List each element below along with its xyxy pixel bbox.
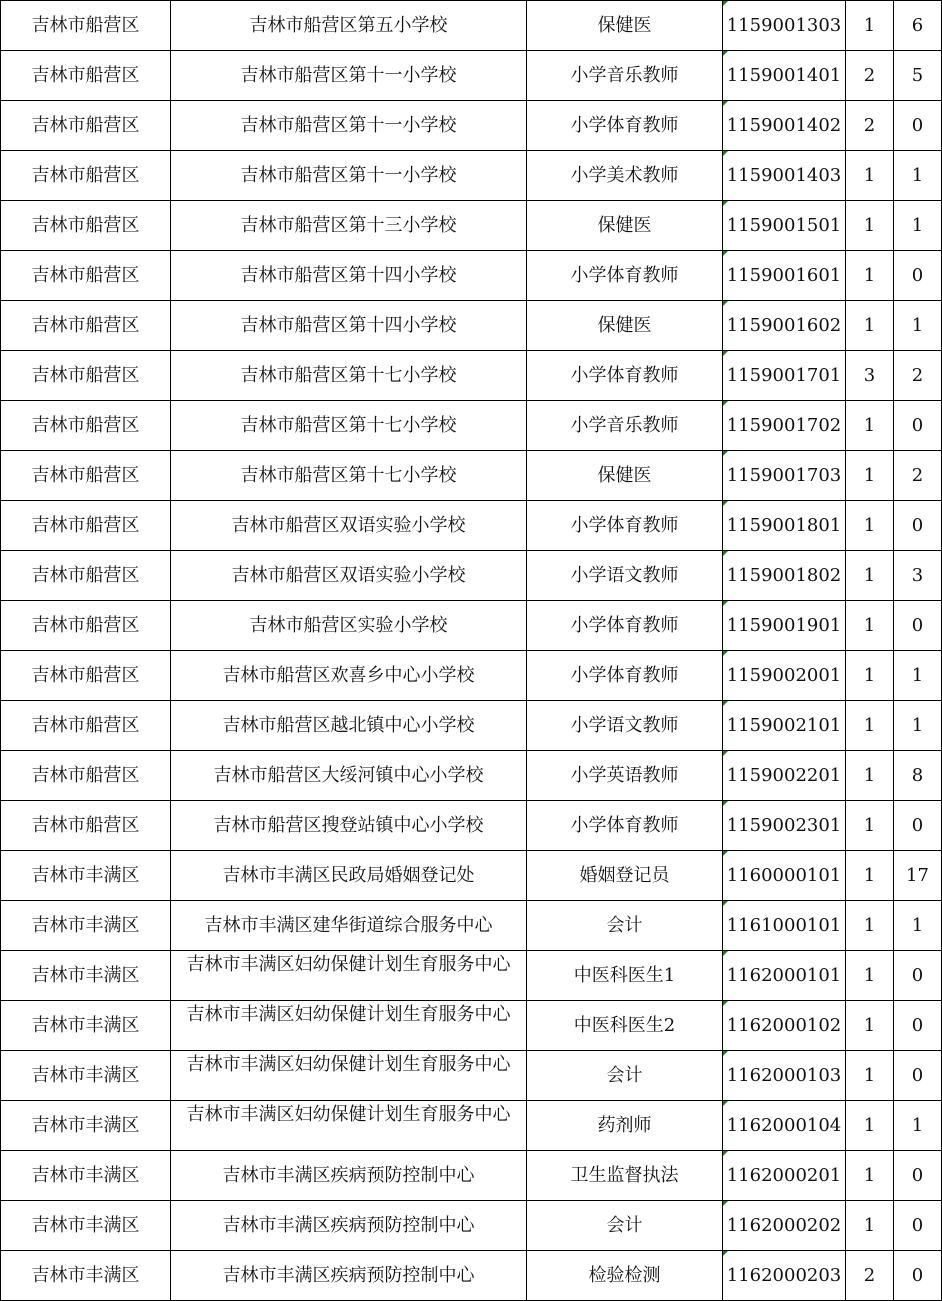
region-cell: 吉林市丰满区 bbox=[1, 1201, 171, 1251]
region-cell: 吉林市丰满区 bbox=[1, 1051, 171, 1101]
hiring-count-cell: 1 bbox=[846, 1051, 894, 1101]
applicant-count-cell: 0 bbox=[894, 501, 942, 551]
table-row bbox=[1, 901, 942, 951]
post-name-cell: 小学体育教师 bbox=[527, 801, 723, 851]
hiring-count-cell: 1 bbox=[846, 1151, 894, 1201]
post-code-cell: 1162000203 bbox=[723, 1251, 846, 1301]
unit-name-cell: 吉林市船营区第十四小学校 bbox=[171, 301, 527, 351]
post-code-cell: 1162000104 bbox=[723, 1101, 846, 1151]
hiring-count-cell: 1 bbox=[846, 251, 894, 301]
region-cell: 吉林市船营区 bbox=[1, 101, 171, 151]
unit-name-cell: 吉林市船营区双语实验小学校 bbox=[171, 551, 527, 601]
applicant-count-cell: 0 bbox=[894, 1151, 942, 1201]
applicant-count-cell: 1 bbox=[894, 301, 942, 351]
table-body bbox=[1, 1, 942, 1301]
post-name-cell: 会计 bbox=[527, 1201, 723, 1251]
table-row bbox=[1, 1, 942, 51]
applicant-count-cell: 3 bbox=[894, 551, 942, 601]
applicant-count-cell: 8 bbox=[894, 751, 942, 801]
post-name-cell: 中医科医生2 bbox=[527, 1001, 723, 1051]
table-row bbox=[1, 201, 942, 251]
post-code-cell: 1159002101 bbox=[723, 701, 846, 751]
applicant-count-cell: 1 bbox=[894, 151, 942, 201]
post-code-cell: 1159001802 bbox=[723, 551, 846, 601]
unit-name-cell: 吉林市船营区第十一小学校 bbox=[171, 151, 527, 201]
applicant-count-cell: 0 bbox=[894, 1001, 942, 1051]
post-name-cell: 小学美术教师 bbox=[527, 151, 723, 201]
post-code-cell: 1159001303 bbox=[723, 1, 846, 51]
table-row bbox=[1, 601, 942, 651]
table-row bbox=[1, 1201, 942, 1251]
hiring-count-cell: 1 bbox=[846, 801, 894, 851]
region-cell: 吉林市船营区 bbox=[1, 601, 171, 651]
unit-name-cell: 吉林市船营区第五小学校 bbox=[171, 1, 527, 51]
unit-name-cell: 吉林市丰满区疾病预防控制中心 bbox=[171, 1201, 527, 1251]
region-cell: 吉林市丰满区 bbox=[1, 1151, 171, 1201]
applicant-count-cell: 0 bbox=[894, 401, 942, 451]
table-row bbox=[1, 101, 942, 151]
applicant-count-cell: 2 bbox=[894, 451, 942, 501]
post-name-cell: 保健医 bbox=[527, 451, 723, 501]
hiring-count-cell: 1 bbox=[846, 701, 894, 751]
post-code-cell: 1159001403 bbox=[723, 151, 846, 201]
table-row bbox=[1, 851, 942, 901]
applicant-count-cell: 1 bbox=[894, 1101, 942, 1151]
unit-name-cell: 吉林市船营区搜登站镇中心小学校 bbox=[171, 801, 527, 851]
table-row bbox=[1, 401, 942, 451]
table-row bbox=[1, 301, 942, 351]
post-name-cell: 中医科医生1 bbox=[527, 951, 723, 1001]
applicant-count-cell: 0 bbox=[894, 951, 942, 1001]
post-code-cell: 1162000103 bbox=[723, 1051, 846, 1101]
post-name-cell: 保健医 bbox=[527, 201, 723, 251]
unit-name-cell: 吉林市船营区大绥河镇中心小学校 bbox=[171, 751, 527, 801]
post-code-cell: 1162000201 bbox=[723, 1151, 846, 1201]
applicant-count-cell: 17 bbox=[894, 851, 942, 901]
unit-name-cell: 吉林市丰满区妇幼保健计划生育服务中心 bbox=[171, 1101, 527, 1151]
hiring-count-cell: 1 bbox=[846, 1201, 894, 1251]
table-row bbox=[1, 451, 942, 501]
unit-name-cell: 吉林市船营区第十一小学校 bbox=[171, 101, 527, 151]
hiring-count-cell: 1 bbox=[846, 501, 894, 551]
post-code-cell: 1159002301 bbox=[723, 801, 846, 851]
post-code-cell: 1159001602 bbox=[723, 301, 846, 351]
post-code-cell: 1159001401 bbox=[723, 51, 846, 101]
post-name-cell: 小学音乐教师 bbox=[527, 401, 723, 451]
applicant-count-cell: 0 bbox=[894, 1201, 942, 1251]
post-name-cell: 会计 bbox=[527, 901, 723, 951]
unit-name-cell: 吉林市丰满区妇幼保健计划生育服务中心 bbox=[171, 1001, 527, 1051]
post-code-cell: 1159001703 bbox=[723, 451, 846, 501]
post-name-cell: 保健医 bbox=[527, 1, 723, 51]
post-name-cell: 婚姻登记员 bbox=[527, 851, 723, 901]
region-cell: 吉林市船营区 bbox=[1, 751, 171, 801]
table-row bbox=[1, 251, 942, 301]
post-code-cell: 1159001501 bbox=[723, 201, 846, 251]
unit-name-cell: 吉林市船营区第十七小学校 bbox=[171, 451, 527, 501]
unit-name-cell: 吉林市船营区第十三小学校 bbox=[171, 201, 527, 251]
applicant-count-cell: 0 bbox=[894, 251, 942, 301]
post-code-cell: 1159001702 bbox=[723, 401, 846, 451]
hiring-count-cell: 1 bbox=[846, 401, 894, 451]
region-cell: 吉林市船营区 bbox=[1, 51, 171, 101]
unit-name-cell: 吉林市船营区实验小学校 bbox=[171, 601, 527, 651]
post-name-cell: 小学音乐教师 bbox=[527, 51, 723, 101]
post-name-cell: 会计 bbox=[527, 1051, 723, 1101]
applicant-count-cell: 6 bbox=[894, 1, 942, 51]
post-name-cell: 小学体育教师 bbox=[527, 351, 723, 401]
table-row bbox=[1, 1051, 942, 1101]
region-cell: 吉林市船营区 bbox=[1, 501, 171, 551]
post-name-cell: 小学体育教师 bbox=[527, 601, 723, 651]
hiring-count-cell: 1 bbox=[846, 151, 894, 201]
table-row bbox=[1, 1001, 942, 1051]
region-cell: 吉林市船营区 bbox=[1, 351, 171, 401]
region-cell: 吉林市船营区 bbox=[1, 701, 171, 751]
post-name-cell: 保健医 bbox=[527, 301, 723, 351]
post-code-cell: 1159002201 bbox=[723, 751, 846, 801]
post-code-cell: 1161000101 bbox=[723, 901, 846, 951]
region-cell: 吉林市丰满区 bbox=[1, 851, 171, 901]
hiring-count-cell: 1 bbox=[846, 951, 894, 1001]
hiring-count-cell: 1 bbox=[846, 1001, 894, 1051]
table-row bbox=[1, 351, 942, 401]
region-cell: 吉林市船营区 bbox=[1, 151, 171, 201]
post-name-cell: 检验检测 bbox=[527, 1251, 723, 1301]
region-cell: 吉林市船营区 bbox=[1, 401, 171, 451]
applicant-count-cell: 1 bbox=[894, 651, 942, 701]
hiring-count-cell: 3 bbox=[846, 351, 894, 401]
applicant-count-cell: 1 bbox=[894, 701, 942, 751]
unit-name-cell: 吉林市丰满区妇幼保健计划生育服务中心 bbox=[171, 1051, 527, 1101]
table-row bbox=[1, 1101, 942, 1151]
hiring-count-cell: 2 bbox=[846, 1251, 894, 1301]
table-row bbox=[1, 701, 942, 751]
applicant-count-cell: 0 bbox=[894, 601, 942, 651]
region-cell: 吉林市船营区 bbox=[1, 1, 171, 51]
post-name-cell: 药剂师 bbox=[527, 1101, 723, 1151]
region-cell: 吉林市丰满区 bbox=[1, 1251, 171, 1301]
applicant-count-cell: 0 bbox=[894, 801, 942, 851]
post-code-cell: 1159001601 bbox=[723, 251, 846, 301]
region-cell: 吉林市丰满区 bbox=[1, 1001, 171, 1051]
region-cell: 吉林市船营区 bbox=[1, 551, 171, 601]
hiring-count-cell: 2 bbox=[846, 101, 894, 151]
region-cell: 吉林市船营区 bbox=[1, 201, 171, 251]
hiring-count-cell: 1 bbox=[846, 751, 894, 801]
post-name-cell: 小学语文教师 bbox=[527, 551, 723, 601]
post-name-cell: 小学英语教师 bbox=[527, 751, 723, 801]
table-row bbox=[1, 51, 942, 101]
post-name-cell: 小学体育教师 bbox=[527, 251, 723, 301]
applicant-count-cell: 1 bbox=[894, 201, 942, 251]
hiring-count-cell: 1 bbox=[846, 901, 894, 951]
table-row bbox=[1, 801, 942, 851]
applicant-count-cell: 0 bbox=[894, 1251, 942, 1301]
table-row bbox=[1, 751, 942, 801]
hiring-count-cell: 1 bbox=[846, 201, 894, 251]
post-code-cell: 1162000101 bbox=[723, 951, 846, 1001]
table-row bbox=[1, 501, 942, 551]
unit-name-cell: 吉林市丰满区民政局婚姻登记处 bbox=[171, 851, 527, 901]
applicant-count-cell: 1 bbox=[894, 901, 942, 951]
unit-name-cell: 吉林市船营区越北镇中心小学校 bbox=[171, 701, 527, 751]
hiring-count-cell: 1 bbox=[846, 651, 894, 701]
post-name-cell: 小学体育教师 bbox=[527, 101, 723, 151]
table-row bbox=[1, 151, 942, 201]
post-code-cell: 1160000101 bbox=[723, 851, 846, 901]
unit-name-cell: 吉林市船营区双语实验小学校 bbox=[171, 501, 527, 551]
unit-name-cell: 吉林市丰满区建华街道综合服务中心 bbox=[171, 901, 527, 951]
unit-name-cell: 吉林市船营区第十七小学校 bbox=[171, 351, 527, 401]
region-cell: 吉林市船营区 bbox=[1, 651, 171, 701]
unit-name-cell: 吉林市船营区第十四小学校 bbox=[171, 251, 527, 301]
hiring-count-cell: 2 bbox=[846, 51, 894, 101]
table-row bbox=[1, 551, 942, 601]
unit-name-cell: 吉林市船营区第十七小学校 bbox=[171, 401, 527, 451]
applicant-count-cell: 2 bbox=[894, 351, 942, 401]
applicant-count-cell: 5 bbox=[894, 51, 942, 101]
post-name-cell: 小学体育教师 bbox=[527, 501, 723, 551]
table-row bbox=[1, 1151, 942, 1201]
post-code-cell: 1162000202 bbox=[723, 1201, 846, 1251]
table-row bbox=[1, 651, 942, 701]
post-code-cell: 1159002001 bbox=[723, 651, 846, 701]
region-cell: 吉林市丰满区 bbox=[1, 901, 171, 951]
region-cell: 吉林市船营区 bbox=[1, 451, 171, 501]
region-cell: 吉林市丰满区 bbox=[1, 1101, 171, 1151]
region-cell: 吉林市船营区 bbox=[1, 301, 171, 351]
post-code-cell: 1159001402 bbox=[723, 101, 846, 151]
hiring-count-cell: 1 bbox=[846, 1, 894, 51]
post-name-cell: 小学体育教师 bbox=[527, 651, 723, 701]
unit-name-cell: 吉林市船营区欢喜乡中心小学校 bbox=[171, 651, 527, 701]
hiring-count-cell: 1 bbox=[846, 601, 894, 651]
hiring-count-cell: 1 bbox=[846, 301, 894, 351]
post-code-cell: 1159001801 bbox=[723, 501, 846, 551]
unit-name-cell: 吉林市船营区第十一小学校 bbox=[171, 51, 527, 101]
post-name-cell: 卫生监督执法 bbox=[527, 1151, 723, 1201]
post-name-cell: 小学语文教师 bbox=[527, 701, 723, 751]
region-cell: 吉林市船营区 bbox=[1, 251, 171, 301]
table-row bbox=[1, 951, 942, 1001]
applicant-count-cell: 0 bbox=[894, 101, 942, 151]
unit-name-cell: 吉林市丰满区疾病预防控制中心 bbox=[171, 1151, 527, 1201]
unit-name-cell: 吉林市丰满区疾病预防控制中心 bbox=[171, 1251, 527, 1301]
applicant-count-cell: 0 bbox=[894, 1051, 942, 1101]
post-code-cell: 1159001701 bbox=[723, 351, 846, 401]
hiring-count-cell: 1 bbox=[846, 451, 894, 501]
hiring-count-cell: 1 bbox=[846, 851, 894, 901]
post-code-cell: 1162000102 bbox=[723, 1001, 846, 1051]
region-cell: 吉林市船营区 bbox=[1, 801, 171, 851]
hiring-count-cell: 1 bbox=[846, 1101, 894, 1151]
post-code-cell: 1159001901 bbox=[723, 601, 846, 651]
hiring-count-cell: 1 bbox=[846, 551, 894, 601]
region-cell: 吉林市丰满区 bbox=[1, 951, 171, 1001]
table-row bbox=[1, 1251, 942, 1301]
unit-name-cell: 吉林市丰满区妇幼保健计划生育服务中心 bbox=[171, 951, 527, 1001]
